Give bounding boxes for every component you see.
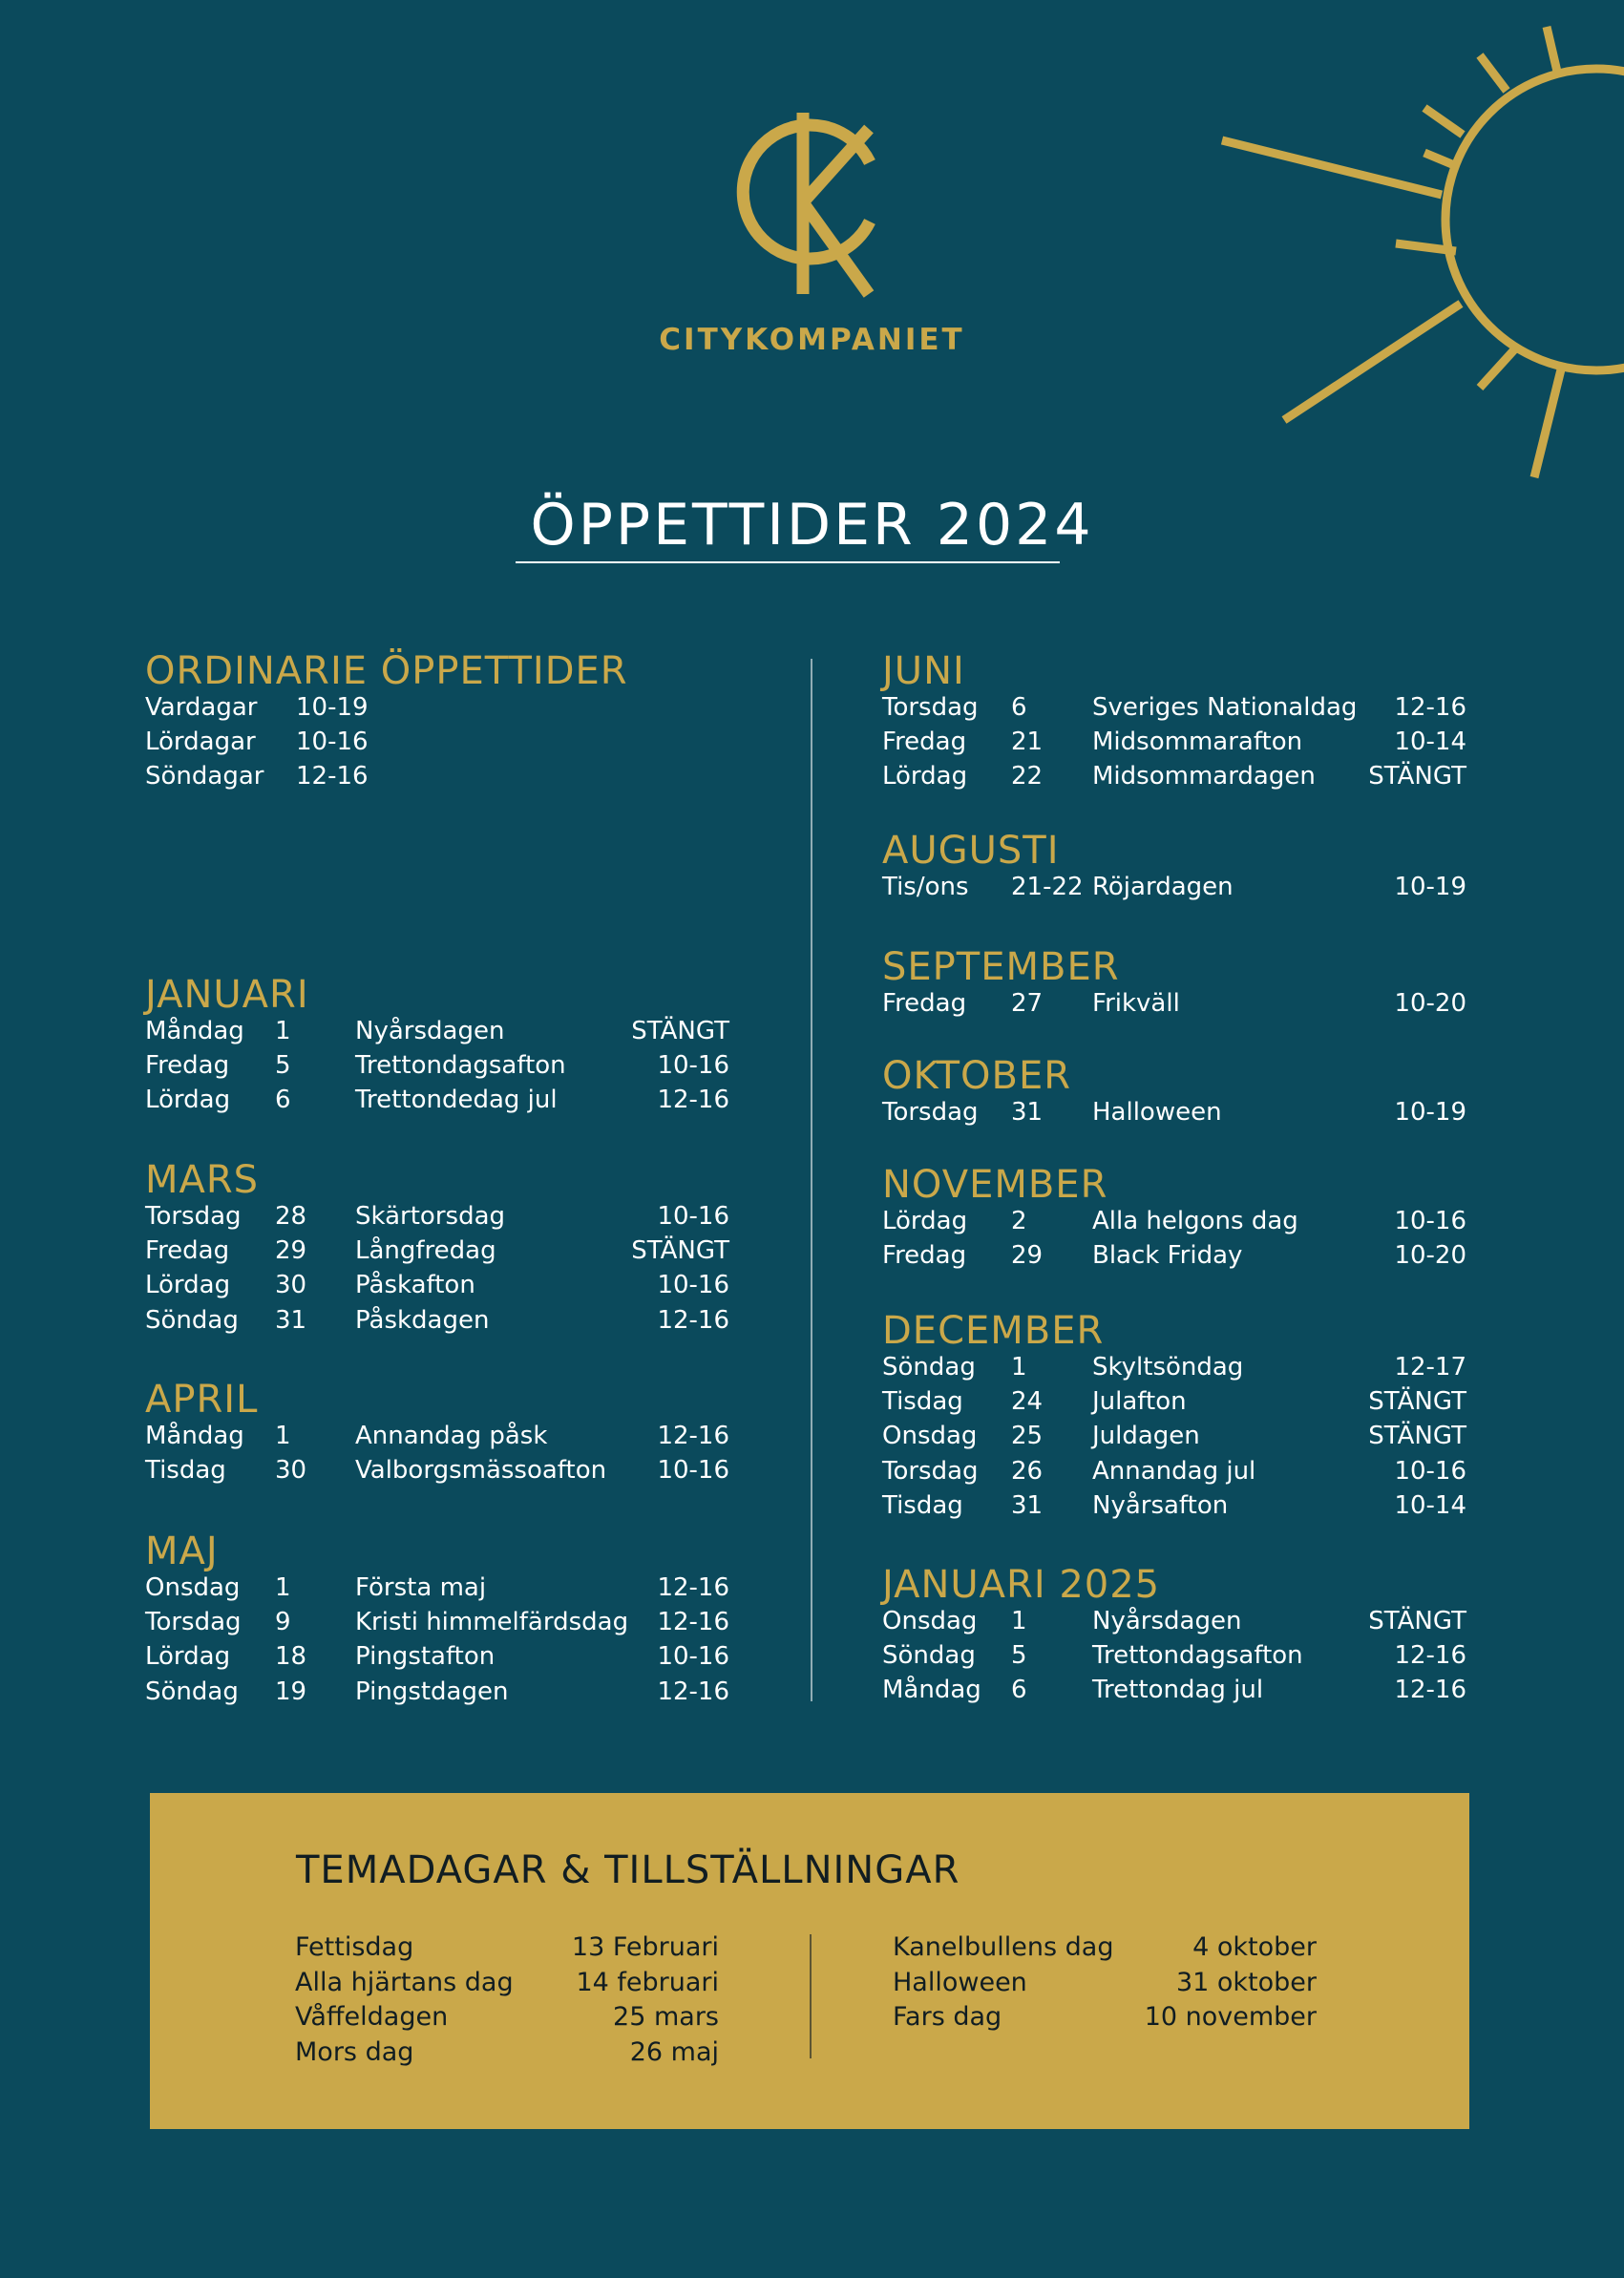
time-value: 10-19 xyxy=(296,693,369,722)
day-label: Lördag xyxy=(882,762,968,791)
brand-name: CITYKOMPANIET xyxy=(659,323,965,357)
date-value: 1 xyxy=(275,1017,291,1045)
date-value: 18 xyxy=(275,1642,307,1672)
date-value: 19 xyxy=(275,1677,307,1706)
month-title: JANUARI 2025 xyxy=(882,1563,1161,1607)
theme-name: Fars dag xyxy=(893,2002,1002,2032)
date-value: 1 xyxy=(1011,1607,1027,1635)
day-label: Måndag xyxy=(145,1422,244,1450)
month-section-november xyxy=(882,1163,1466,1273)
time-value: STÄNGT xyxy=(1368,1422,1466,1451)
month-section-oktober xyxy=(882,1054,1466,1129)
sun-icon xyxy=(1203,0,1624,496)
event-name: Kristi himmelfärdsdag xyxy=(355,1608,629,1637)
theme-divider xyxy=(810,1934,812,2058)
date-value: 31 xyxy=(1011,1098,1044,1127)
event-name: Juldagen xyxy=(1092,1422,1200,1451)
event-name: Trettondedag jul xyxy=(355,1086,558,1115)
section-title: ORDINARIE ÖPPETTIDER xyxy=(145,649,628,693)
theme-date: 31 oktober xyxy=(1175,1967,1317,1997)
day-label: Onsdag xyxy=(145,1573,241,1602)
time-value: 12-16 xyxy=(657,1305,729,1335)
day-label: Onsdag xyxy=(882,1422,978,1451)
theme-date: 4 oktober xyxy=(1192,1932,1317,1962)
event-name: Pingstafton xyxy=(355,1642,496,1672)
theme-name: Våffeldagen xyxy=(295,2002,449,2032)
schedule-row xyxy=(882,1673,1466,1707)
time-value: 12-16 xyxy=(657,1086,729,1115)
theme-row xyxy=(893,2000,1317,2035)
month-section-december xyxy=(882,1309,1466,1523)
time-value: 12-16 xyxy=(657,1422,729,1450)
theme-date: 10 november xyxy=(1144,2002,1317,2032)
time-value: 12-16 xyxy=(1394,693,1466,722)
day-label: Torsdag xyxy=(145,1202,242,1231)
time-value: STÄNGT xyxy=(631,1017,729,1045)
theme-list-left xyxy=(295,1930,719,2070)
schedule-row xyxy=(882,1638,1466,1673)
column-divider xyxy=(811,659,812,1701)
date-value: 5 xyxy=(1011,1641,1027,1671)
day-label: Tisdag xyxy=(882,1490,963,1520)
date-value: 31 xyxy=(275,1305,307,1335)
event-name: Frikväll xyxy=(1092,989,1180,1018)
date-value: 30 xyxy=(275,1271,307,1300)
month-section-april xyxy=(145,1378,729,1487)
event-name: Valborgsmässoafton xyxy=(355,1456,607,1486)
day-label: Torsdag xyxy=(145,1608,242,1637)
time-value: 10-14 xyxy=(1394,728,1466,757)
event-name: Annandag jul xyxy=(1092,1456,1256,1486)
date-value: 2 xyxy=(1011,1207,1027,1235)
time-value: 12-16 xyxy=(657,1608,729,1637)
schedule-row xyxy=(145,1605,729,1639)
month-title: MAJ xyxy=(145,1529,219,1573)
day-label: Lördag xyxy=(145,1086,231,1115)
month-section-maj xyxy=(145,1529,729,1709)
date-value: 29 xyxy=(275,1236,307,1266)
theme-row xyxy=(295,1966,719,2001)
day-label: Torsdag xyxy=(882,693,979,722)
time-value: 12-16 xyxy=(1394,1641,1466,1671)
event-name: Black Friday xyxy=(1092,1241,1243,1271)
day-label: Lördag xyxy=(882,1207,968,1235)
schedule-row xyxy=(882,1350,1466,1384)
time-value: 10-16 xyxy=(657,1642,729,1672)
day-label: Måndag xyxy=(882,1676,981,1705)
date-value: 21-22 xyxy=(1011,873,1084,901)
time-value: STÄNGT xyxy=(1368,1607,1466,1635)
day-label: Fredag xyxy=(145,1236,230,1266)
schedule-row xyxy=(145,1303,729,1338)
day-label: Lördagar xyxy=(145,728,256,757)
ck-monogram xyxy=(743,113,870,294)
schedule-row xyxy=(882,1238,1466,1273)
schedule-row xyxy=(145,1453,729,1487)
theme-date: 25 mars xyxy=(613,2002,719,2032)
month-title: JUNI xyxy=(882,649,965,693)
day-label: Tis/ons xyxy=(882,873,969,901)
event-name: Skärtorsdag xyxy=(355,1202,506,1231)
hours-row xyxy=(145,759,680,793)
day-label: Torsdag xyxy=(882,1456,979,1486)
time-value: 10-19 xyxy=(1394,1098,1466,1127)
schedule-row xyxy=(145,1639,729,1674)
event-name: Midsommardagen xyxy=(1092,762,1316,791)
date-value: 9 xyxy=(275,1608,291,1637)
date-value: 22 xyxy=(1011,762,1044,791)
theme-name: Fettisdag xyxy=(295,1932,414,1962)
time-value: 10-20 xyxy=(1394,989,1466,1018)
day-label: Söndag xyxy=(882,1353,976,1382)
theme-days-title: TEMADAGAR & TILLSTÄLLNINGAR xyxy=(296,1848,960,1892)
theme-name: Kanelbullens dag xyxy=(893,1932,1114,1962)
theme-days-box xyxy=(150,1793,1469,2129)
time-value: 10-20 xyxy=(1394,1241,1466,1271)
date-value: 21 xyxy=(1011,728,1044,757)
schedule-row xyxy=(882,1419,1466,1453)
month-title: NOVEMBER xyxy=(882,1163,1108,1207)
time-value: 12-16 xyxy=(296,762,369,791)
month-title: JANUARI xyxy=(145,973,309,1017)
day-label: Söndag xyxy=(882,1641,976,1671)
schedule-row xyxy=(145,1083,729,1117)
date-value: 31 xyxy=(1011,1490,1044,1520)
month-title: OKTOBER xyxy=(882,1054,1072,1098)
time-value: 10-16 xyxy=(1394,1207,1466,1235)
month-section-mars xyxy=(145,1158,729,1338)
hours-row xyxy=(145,725,680,759)
schedule-row xyxy=(882,870,1466,904)
day-label: Onsdag xyxy=(882,1607,978,1635)
month-section-juni xyxy=(882,649,1466,794)
day-label: Fredag xyxy=(882,989,967,1018)
theme-date: 14 februari xyxy=(576,1967,719,1997)
time-value: STÄNGT xyxy=(1368,762,1466,791)
date-value: 27 xyxy=(1011,989,1044,1018)
schedule-row xyxy=(145,1234,729,1268)
time-value: STÄNGT xyxy=(1368,1387,1466,1417)
time-value: 10-16 xyxy=(657,1271,729,1300)
time-value: 12-16 xyxy=(1394,1676,1466,1705)
event-name: Pingstdagen xyxy=(355,1677,509,1706)
time-value: 10-16 xyxy=(296,728,369,757)
theme-row xyxy=(295,2000,719,2035)
schedule-row xyxy=(145,1268,729,1302)
schedule-row xyxy=(882,986,1466,1021)
theme-list-right xyxy=(893,1930,1317,2035)
date-value: 24 xyxy=(1011,1387,1044,1417)
day-label: Torsdag xyxy=(882,1098,979,1127)
event-name: Trettondagsafton xyxy=(355,1051,566,1081)
date-value: 25 xyxy=(1011,1422,1044,1451)
time-value: 12-17 xyxy=(1394,1353,1466,1382)
event-name: Annandag påsk xyxy=(355,1422,548,1450)
schedule-row xyxy=(145,1199,729,1234)
event-name: Trettondagsafton xyxy=(1092,1641,1303,1671)
event-name: Långfredag xyxy=(355,1236,496,1266)
day-label: Tisdag xyxy=(882,1387,963,1417)
schedule-row xyxy=(882,1204,1466,1238)
month-title: APRIL xyxy=(145,1378,259,1422)
date-value: 1 xyxy=(275,1573,291,1602)
theme-row xyxy=(893,1966,1317,2001)
schedule-row xyxy=(882,1095,1466,1129)
ordinary-hours-section xyxy=(145,649,680,794)
month-section-januari xyxy=(145,973,729,1118)
time-value: 10-16 xyxy=(657,1051,729,1081)
date-value: 6 xyxy=(275,1086,291,1115)
time-value: 12-16 xyxy=(657,1677,729,1706)
time-value: STÄNGT xyxy=(631,1236,729,1266)
date-value: 30 xyxy=(275,1456,307,1486)
theme-name: Mors dag xyxy=(295,2036,414,2067)
theme-row xyxy=(295,2035,719,2071)
schedule-row xyxy=(882,1488,1466,1523)
schedule-row xyxy=(882,759,1466,793)
schedule-row xyxy=(145,1419,729,1453)
date-value: 6 xyxy=(1011,1676,1027,1705)
time-value: 10-16 xyxy=(657,1202,729,1231)
date-value: 1 xyxy=(1011,1353,1027,1382)
day-label: Vardagar xyxy=(145,693,258,722)
schedule-row xyxy=(882,1384,1466,1419)
day-label: Tisdag xyxy=(145,1456,226,1486)
month-title: DECEMBER xyxy=(882,1309,1105,1353)
day-label: Söndagar xyxy=(145,762,264,791)
month-section-januari-2025 xyxy=(882,1563,1466,1708)
schedule-row xyxy=(145,1014,729,1048)
day-label: Fredag xyxy=(882,1241,967,1271)
schedule-row xyxy=(882,1454,1466,1488)
time-value: 10-19 xyxy=(1394,873,1466,901)
event-name: Midsommarafton xyxy=(1092,728,1303,757)
event-name: Julafton xyxy=(1092,1387,1187,1417)
event-name: Påskdagen xyxy=(355,1305,490,1335)
month-title: MARS xyxy=(145,1158,260,1202)
month-section-september xyxy=(882,945,1466,1021)
event-name: Nyårsdagen xyxy=(355,1017,505,1045)
event-name: Trettondag jul xyxy=(1092,1676,1264,1705)
theme-row xyxy=(295,1930,719,1966)
event-name: Halloween xyxy=(1092,1098,1222,1127)
month-title: AUGUSTI xyxy=(882,829,1060,873)
day-label: Måndag xyxy=(145,1017,244,1045)
schedule-row xyxy=(145,1048,729,1083)
date-value: 1 xyxy=(275,1422,291,1450)
schedule-row xyxy=(882,725,1466,759)
event-name: Nyårsafton xyxy=(1092,1490,1229,1520)
time-value: 12-16 xyxy=(657,1573,729,1602)
day-label: Lördag xyxy=(145,1271,231,1300)
theme-date: 13 Februari xyxy=(571,1932,719,1962)
page-title: ÖPPETTIDER 2024 xyxy=(530,492,1094,559)
schedule-row xyxy=(882,690,1466,725)
day-label: Söndag xyxy=(145,1677,239,1706)
date-value: 26 xyxy=(1011,1456,1044,1486)
date-value: 5 xyxy=(275,1051,291,1081)
time-value: 10-16 xyxy=(1394,1456,1466,1486)
event-name: Röjardagen xyxy=(1092,873,1234,901)
schedule-row xyxy=(145,1675,729,1709)
date-value: 6 xyxy=(1011,693,1027,722)
month-section-augusti xyxy=(882,829,1466,904)
event-name: Första maj xyxy=(355,1573,487,1602)
date-value: 29 xyxy=(1011,1241,1044,1271)
event-name: Skyltsöndag xyxy=(1092,1353,1244,1382)
event-name: Påskafton xyxy=(355,1271,475,1300)
day-label: Lördag xyxy=(145,1642,231,1672)
hours-row xyxy=(145,690,680,725)
theme-name: Alla hjärtans dag xyxy=(295,1967,514,1997)
day-label: Fredag xyxy=(882,728,967,757)
schedule-row xyxy=(145,1571,729,1605)
month-title: SEPTEMBER xyxy=(882,945,1120,989)
title-underline xyxy=(516,561,1060,563)
event-name: Nyårsdagen xyxy=(1092,1607,1242,1635)
schedule-row xyxy=(882,1604,1466,1638)
theme-row xyxy=(893,1930,1317,1966)
time-value: 10-14 xyxy=(1394,1490,1466,1520)
theme-date: 26 maj xyxy=(629,2036,719,2067)
theme-name: Halloween xyxy=(893,1967,1027,1997)
event-name: Alla helgons dag xyxy=(1092,1207,1298,1235)
event-name: Sveriges Nationaldag xyxy=(1092,693,1358,722)
day-label: Söndag xyxy=(145,1305,239,1335)
day-label: Fredag xyxy=(145,1051,230,1081)
time-value: 10-16 xyxy=(657,1456,729,1486)
date-value: 28 xyxy=(275,1202,307,1231)
